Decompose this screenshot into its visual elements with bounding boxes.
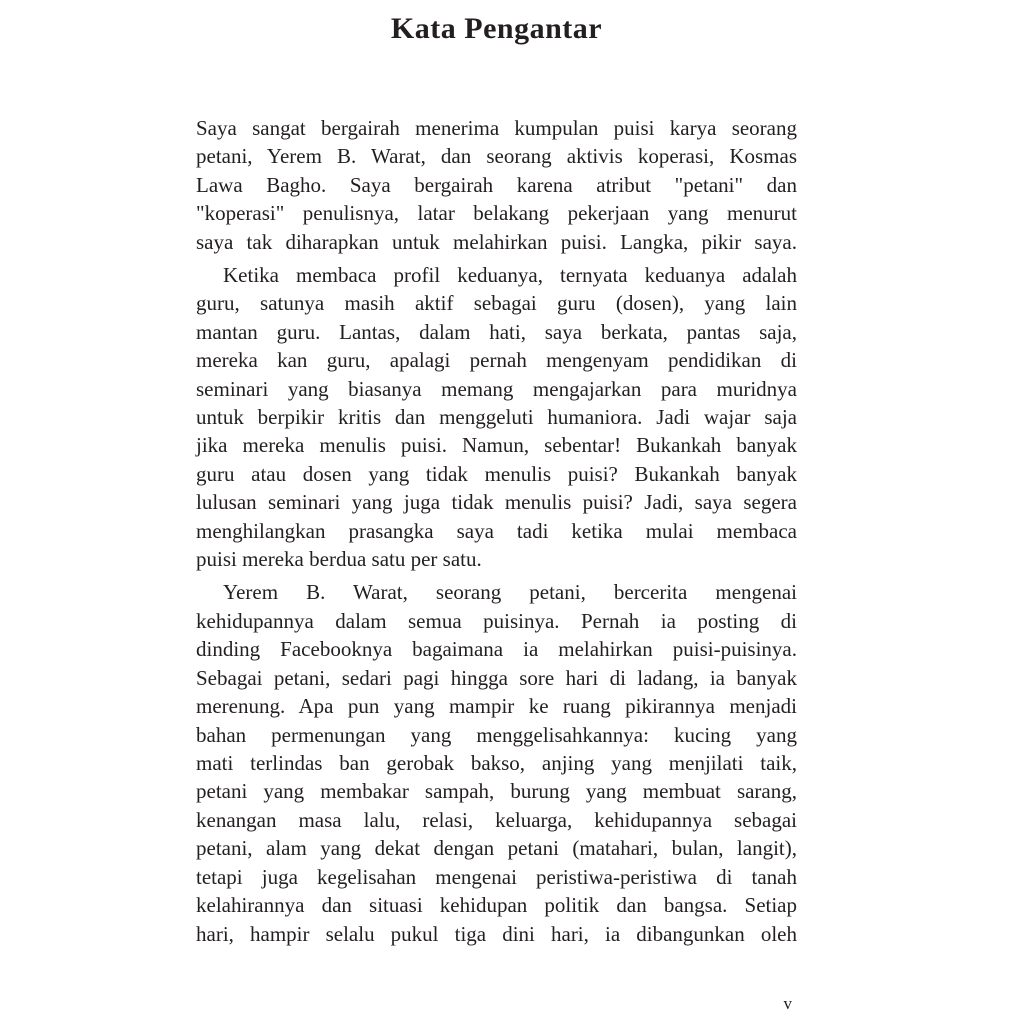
text-line: kehidupannya dalam semua puisinya. Pernah ia posting di <box>196 608 797 633</box>
text-line: Sebagai petani, sedari pagi hingga sore hari di ladang, ia banyak <box>196 665 797 690</box>
page-title: Kata Pengantar <box>390 12 603 45</box>
text-line: dinding Facebooknya bagaimana ia melahirkan puisi-puisinya. <box>196 637 797 662</box>
text-line: mereka kan guru, apalagi pernah mengenyam pendidikan di <box>196 348 797 373</box>
text-line: petani, alam yang dekat dengan petani (matahari, bulan, langit), <box>196 836 797 861</box>
text-line: guru atau dosen yang tidak menulis puisi? Bukankah banyak <box>196 461 797 486</box>
text-line: Yerem B. Warat, seorang petani, bercerita mengenai <box>223 580 797 605</box>
text-line: merenung. Apa pun yang mampir ke ruang pikirannya menjadi <box>196 694 797 719</box>
text-line: lulusan seminari yang juga tidak menulis puisi? Jadi, saya segera <box>196 490 797 515</box>
page-number: v <box>783 994 792 1013</box>
text-line: "koperasi" penulisnya, latar belakang pekerjaan yang menurut <box>196 201 797 226</box>
text-line: tetapi juga kegelisahan mengenai peristiwa-peristiwa di tanah <box>196 864 797 889</box>
text-line: jika mereka menulis puisi. Namun, sebentar! Bukankah banyak <box>196 433 797 458</box>
text-line: mantan guru. Lantas, dalam hati, saya berkata, pantas saja, <box>196 319 797 344</box>
text-line: Lawa Bagho. Saya bergairah karena atribut "petani" dan <box>196 172 797 197</box>
text-line: puisi mereka berdua satu per satu. <box>196 547 482 572</box>
text-line: guru, satunya masih aktif sebagai guru (dosen), yang lain <box>196 291 797 316</box>
text-line: petani yang membakar sampah, burung yang membuat sarang, <box>196 779 797 804</box>
paragraph <box>196 114 797 256</box>
paragraph <box>196 578 797 948</box>
text-line: menghilangkan prasangka saya tadi ketika mulai membaca <box>196 518 797 543</box>
text-line: Ketika membaca profil keduanya, ternyata keduanya adalah <box>223 262 797 287</box>
text-line: saya tak diharapkan untuk melahirkan puisi. Langka, pikir saya. <box>196 229 797 254</box>
preface-body <box>196 114 797 948</box>
text-line: bahan permenungan yang menggelisahkannya: kucing yang <box>196 722 797 747</box>
text-line: kelahirannya dan situasi kehidupan politik dan bangsa. Setiap <box>196 893 797 918</box>
text-line: seminari yang biasanya memang mengajarkan para muridnya <box>196 376 797 401</box>
text-line: hari, hampir selalu pukul tiga dini hari, ia dibangunkan oleh <box>196 921 797 946</box>
paragraph <box>196 261 797 574</box>
text-line: petani, Yerem B. Warat, dan seorang aktivis koperasi, Kosmas <box>196 144 797 169</box>
text-line: untuk berpikir kritis dan menggeluti humaniora. Jadi wajar saja <box>196 405 797 430</box>
text-line: mati terlindas ban gerobak bakso, anjing yang menjilati taik, <box>196 750 797 775</box>
text-line: Saya sangat bergairah menerima kumpulan puisi karya seorang <box>196 116 797 140</box>
text-line: kenangan masa lalu, relasi, keluarga, kehidupannya sebagai <box>196 807 797 832</box>
